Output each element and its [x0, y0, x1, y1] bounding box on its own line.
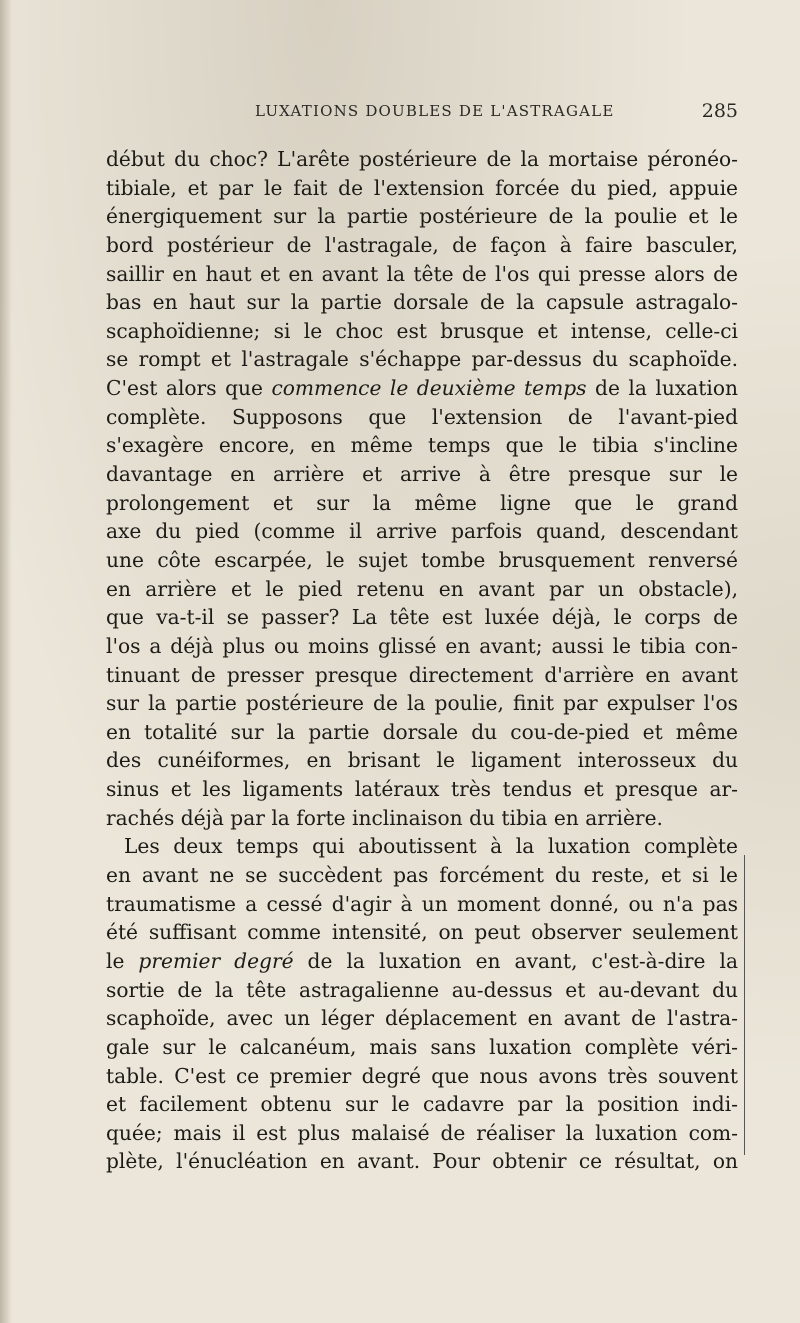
text-line: sur la partie postérieure de la poulie, finit par expulser l'os	[106, 691, 738, 716]
text-line: début du choc? L'arête postérieure de la mortaise péronéo-	[106, 147, 738, 171]
text-line: traumatisme a cessé d'agir à un moment donné, ou n'a pas	[106, 891, 738, 916]
text-line: en avant ne se succèdent pas forcément du reste, et si le	[106, 863, 738, 888]
text-line: rachés déjà par la forte inclinaison du tibia en arrière.	[106, 805, 663, 830]
text-line: en arrière et le pied retenu en avant par un obstacle),	[106, 576, 738, 601]
text-line	[106, 374, 738, 403]
text-line: et facilement obtenu sur le cadavre par la position indi-	[106, 1092, 738, 1117]
text-line: se rompt et l'astragale s'échappe par-dessus du scaphoïde.	[106, 347, 738, 372]
text-line: prolongement et sur la même ligne que le grand	[106, 490, 738, 515]
text-line: bas en haut sur la partie dorsale de la capsule astragalo-	[106, 290, 738, 315]
text-line: sinus et les ligaments latéraux très tendus et presque ar-	[106, 777, 738, 802]
text-line: saillir en haut et en avant la tête de l'os qui presse alors de	[106, 261, 738, 286]
text-line: des cunéiformes, en brisant le ligament interosseux du	[106, 748, 738, 773]
running-title: LUXATIONS DOUBLES DE L'ASTRAGALE	[255, 102, 615, 120]
body-text	[106, 145, 738, 1176]
text-line: tibiale, et par le fait de l'extension forcée du pied, appuie	[106, 175, 738, 200]
text-line: sortie de la tête astragalienne au-dessus et au-devant du	[106, 977, 738, 1002]
text-line: s'exagère encore, en même temps que le tibia s'incline	[106, 433, 738, 458]
text-line: plète, l'énucléation en avant. Pour obtenir ce résultat, on	[106, 1149, 738, 1174]
text-line: gale sur le calcanéum, mais sans luxation complète véri-	[106, 1034, 738, 1059]
text-line: une côte escarpée, le sujet tombe brusquement renversé	[106, 547, 738, 572]
text-line: quée; mais il est plus malaisé de réaliser la luxation com-	[106, 1120, 738, 1145]
paragraph-2	[106, 832, 738, 1176]
text-line: été suffisant comme intensité, on peut observer seulement	[106, 920, 738, 945]
text-line: scaphoïdienne; si le choc est brusque et intense, celle-ci	[106, 318, 738, 343]
text-line: scaphoïde, avec un léger déplacement en avant de l'astra-	[106, 1006, 738, 1031]
text-line: que va-t-il se passer? La tête est luxée déjà, le corps de	[106, 605, 738, 630]
text-line: tinuant de presser presque directement d'arrière en avant	[106, 662, 738, 687]
text-line	[106, 947, 738, 976]
text-line: en totalité sur la partie dorsale du cou-de-pied et même	[106, 719, 738, 744]
text-line: l'os a déjà plus ou moins glissé en avant; aussi le tibia con-	[106, 633, 738, 658]
italic-phrase: premier degré	[138, 948, 294, 973]
text-line: table. C'est ce premier degré que nous avons très souvent	[106, 1063, 738, 1088]
text-segment: de la luxation	[586, 376, 739, 401]
italic-phrase: commence le deuxième temps	[271, 376, 587, 401]
page-number: 285	[701, 100, 738, 122]
text-segment: C'est alors que	[106, 376, 272, 401]
page-header	[255, 100, 738, 126]
text-line: axe du pied (comme il arrive parfois quand, descendant	[106, 519, 738, 544]
text-line: énergiquement sur la partie postérieure de la poulie et le	[106, 204, 738, 229]
text-segment: de la luxation en avant, c'est-à-dire la	[293, 948, 738, 973]
text-line: Les deux temps qui aboutissent à la luxation complète	[124, 834, 738, 859]
text-line: bord postérieur de l'astragale, de façon à faire basculer,	[106, 232, 738, 257]
page-gutter-shadow	[0, 0, 12, 1323]
paragraph-1	[106, 145, 738, 832]
text-line: complète. Supposons que l'extension de l'avant-pied	[106, 404, 738, 429]
text-segment: le	[106, 948, 139, 973]
text-line: davantage en arrière et arrive à être presque sur le	[106, 462, 738, 487]
margin-rule	[744, 855, 757, 1155]
